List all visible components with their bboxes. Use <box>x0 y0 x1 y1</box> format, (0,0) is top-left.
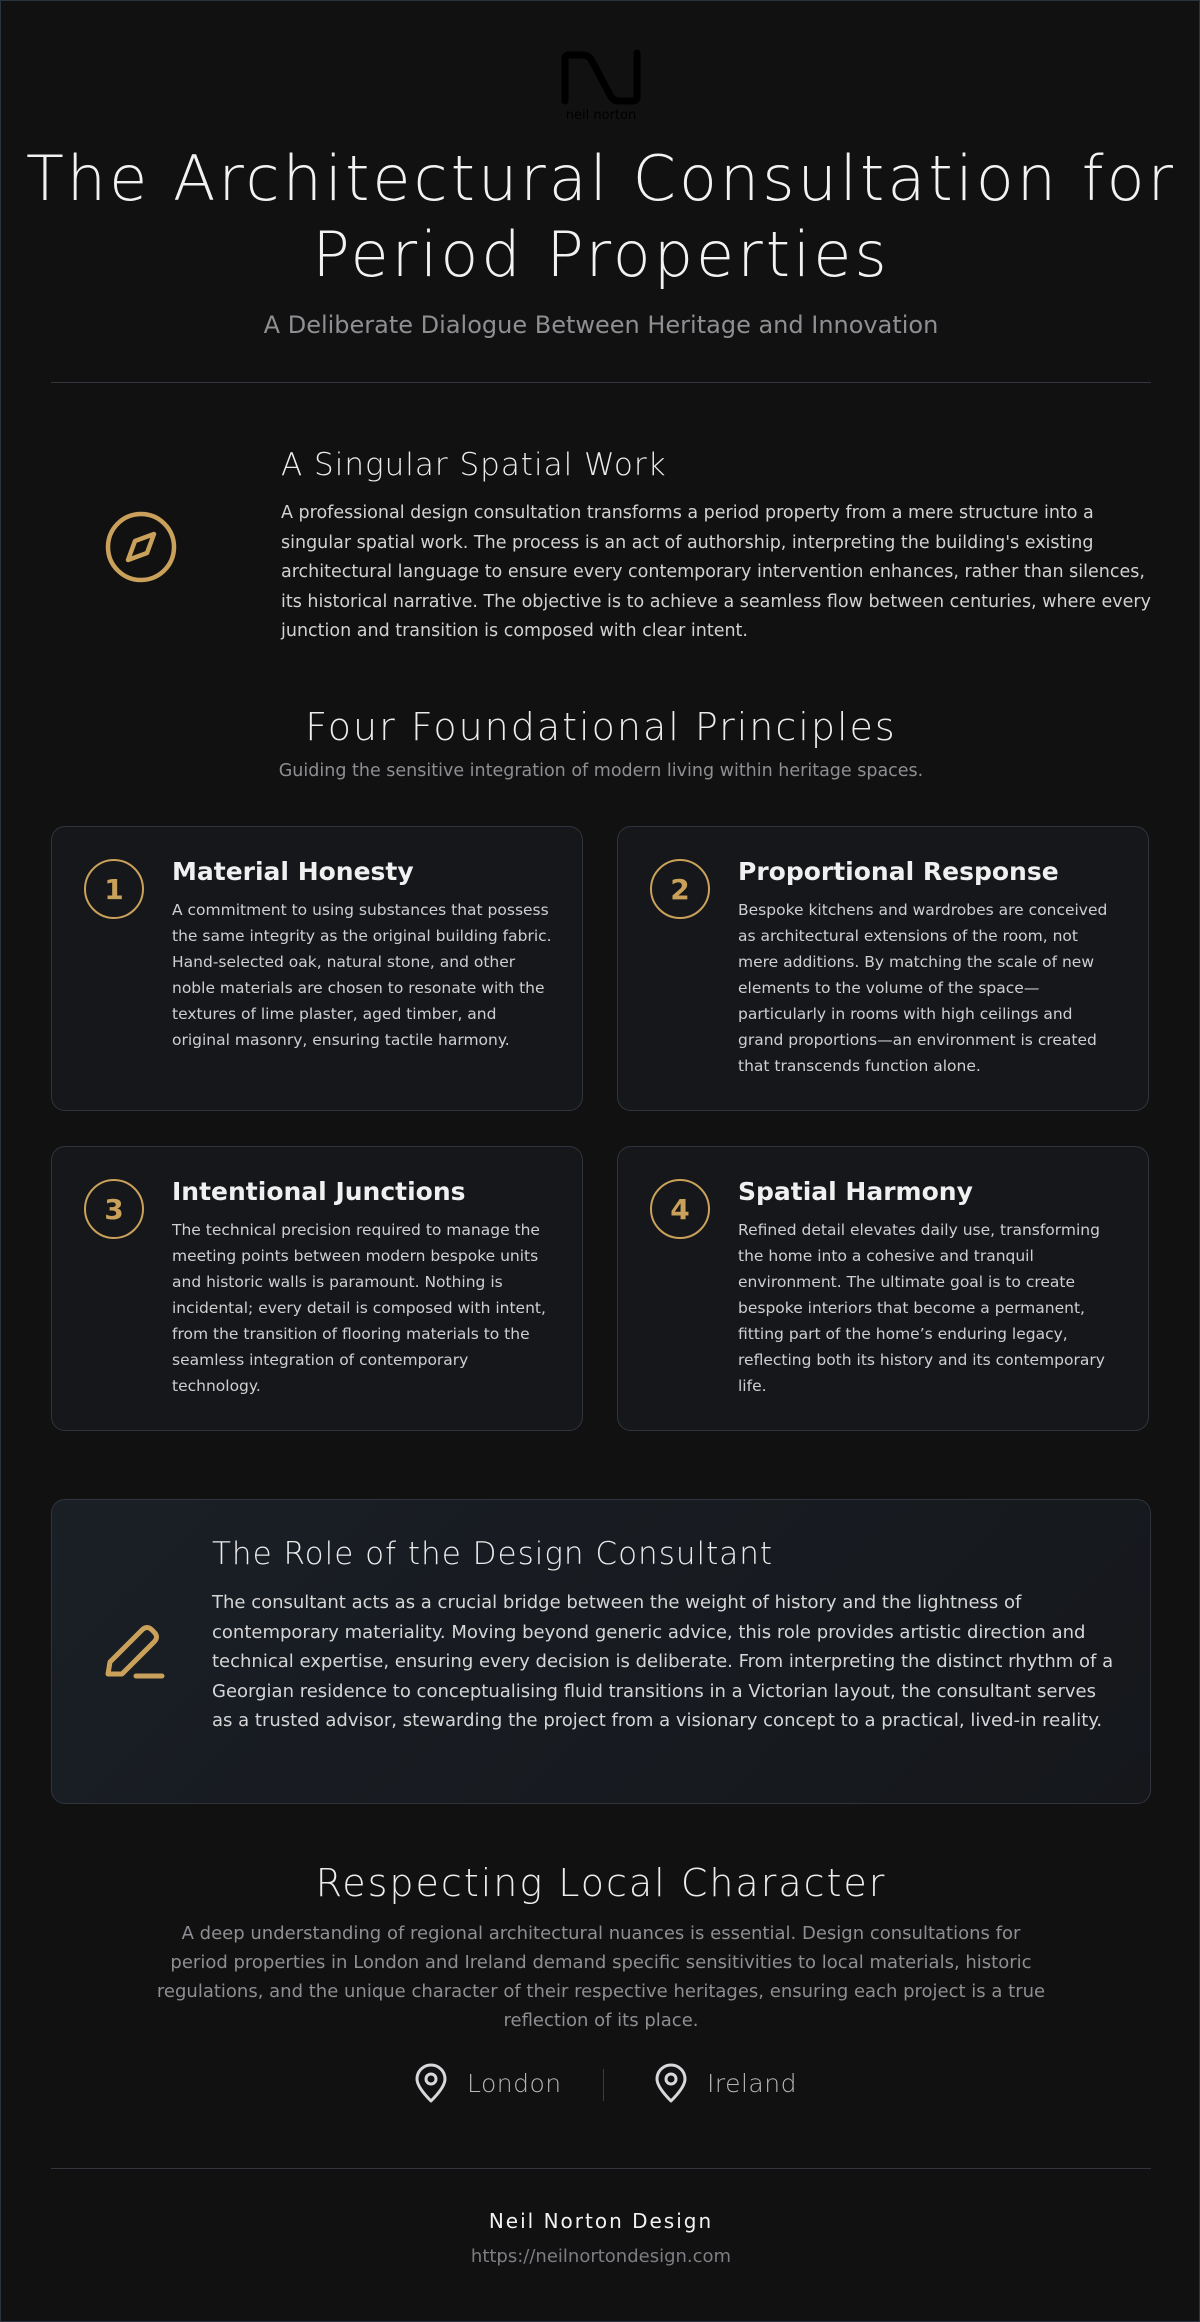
principle-title: Intentional Junctions <box>172 1177 466 1206</box>
page-title: The Architectural Consultation for Period Properties <box>25 142 1177 291</box>
local-title: Respecting Local Character <box>315 1861 887 1905</box>
compass-icon <box>105 511 177 583</box>
principle-title: Spatial Harmony <box>738 1177 973 1206</box>
svg-text:neil norton: neil norton <box>565 108 637 123</box>
principle-number: 3 <box>84 1179 144 1239</box>
divider <box>51 382 1151 383</box>
intro-body: A professional design consultation transforms a period property from a mere structure into a singular spatial work. The process is an act of authorship, interpreting the building's existing architectural language to ensure every contemporary intervention enhances, rather than silences, its historical narrative. The objective is to achieve a seamless flow between centuries, where every junction and transition is composed with clear intent. <box>281 503 1151 641</box>
location-label: Ireland <box>707 2068 797 2098</box>
principle-number: 4 <box>650 1179 710 1239</box>
principle-body: A commitment to using substances that possess the same integrity as the original building fabric. Hand-selected oak, natural stone, and other noble materials are chosen to resonate with the textures of lime plaster, aged timber, and original masonry, ensuring tactile harmony. <box>172 901 552 1049</box>
map-pin-icon <box>413 2062 449 2104</box>
principles-subtitle: Guiding the sensitive integration of modern living within heritage spaces. <box>278 761 924 781</box>
principle-title: Proportional Response <box>738 857 1059 886</box>
local-body: A deep understanding of regional architectural nuances is essential. Design consultations for period properties in London and Ireland demand specific sensitivities to local materials, historic regulations, and the unique character of their respective heritages, ensuring each project is a true reflection of its place. <box>156 1923 1046 2031</box>
location-london <box>413 2061 562 2105</box>
principle-card-4 <box>617 1146 1149 1431</box>
role-body: The consultant acts as a crucial bridge between the weight of history and the lightness of contemporary materiality. Moving beyond generic advice, this role provides artistic direction and technical expertise, ensuring every decision is deliberate. From interpreting the distinct rhythm of a Georgian residence to conceptualising fluid transitions in a Victorian layout, the consultant serves as a trusted advisor, stewarding the project from a visionary concept to a practical, lived-in reality. <box>212 1592 1114 1731</box>
location-divider <box>603 2069 604 2101</box>
principle-card-2 <box>617 826 1149 1111</box>
principle-title: Material Honesty <box>172 857 414 886</box>
page-subtitle: A Deliberate Dialogue Between Heritage and Innovation <box>263 311 939 339</box>
location-ireland <box>653 2061 797 2105</box>
footer-brand-name: Neil Norton Design <box>488 2209 714 2233</box>
principles-title: Four Foundational Principles <box>305 705 897 749</box>
principle-body: The technical precision required to manage the meeting points between modern bespoke units and historic walls is paramount. Nothing is incidental; every detail is composed with intent, from the transition of flooring materials to the seamless integration of contemporary technology. <box>172 1221 546 1395</box>
principle-body: Refined detail elevates daily use, transforming the home into a cohesive and tranquil environment. The ultimate goal is to create bespoke interiors that become a permanent, fitting part of the home’s enduring legacy, reflecting both its history and its contemporary life. <box>738 1221 1105 1395</box>
principle-body: Bespoke kitchens and wardrobes are conceived as architectural extensions of the room, not mere additions. By matching the scale of new elements to the volume of the space—particularly in rooms with high ceilings and grand proportions—an environment is created that transcends function alone. <box>738 901 1108 1075</box>
role-section <box>51 1499 1151 1804</box>
pen-icon <box>98 1616 170 1688</box>
role-title: The Role of the Design Consultant <box>212 1536 774 1572</box>
principle-number: 1 <box>84 859 144 919</box>
footer-link[interactable]: https://neilnortondesign.com <box>470 2246 732 2267</box>
map-pin-icon <box>653 2062 689 2104</box>
principle-number: 2 <box>650 859 710 919</box>
divider <box>51 2168 1151 2169</box>
location-label: London <box>467 2068 562 2098</box>
brand-logo <box>561 49 641 123</box>
principle-card-1 <box>51 826 583 1111</box>
principle-card-3 <box>51 1146 583 1431</box>
intro-title: A Singular Spatial Work <box>281 447 667 483</box>
